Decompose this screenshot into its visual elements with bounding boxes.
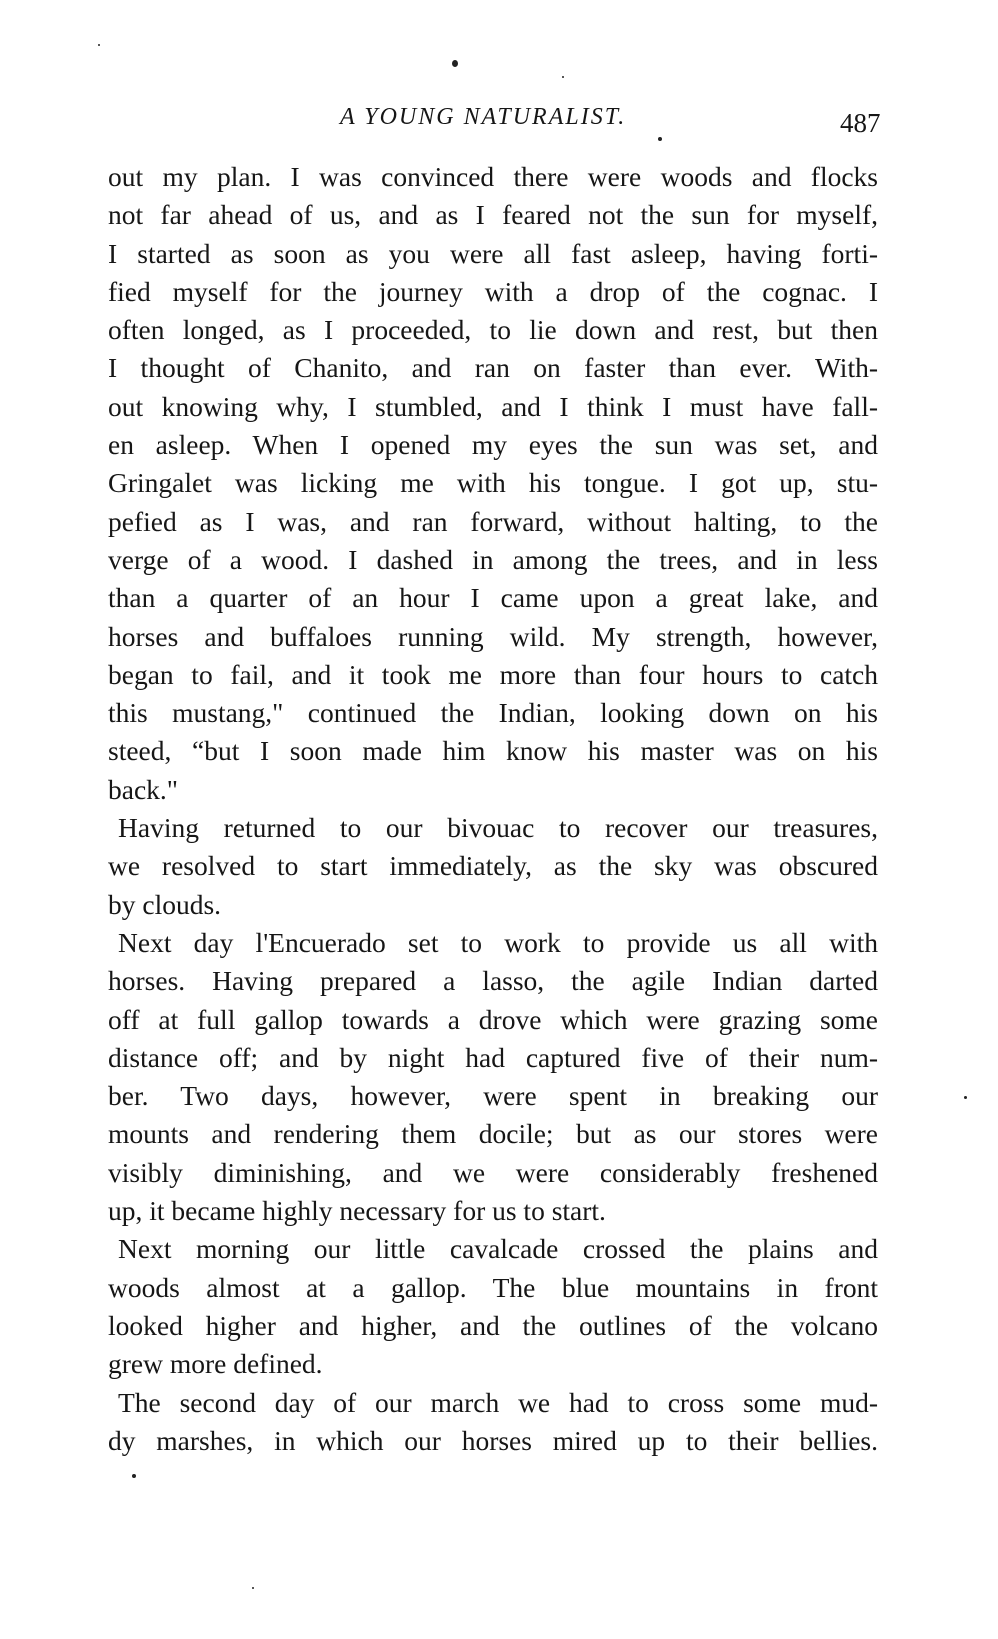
text-line: en asleep. When I opened my eyes the sun was set, and bbox=[108, 429, 878, 461]
text-line: began to fail, and it took me more than four hours to catch bbox=[108, 658, 878, 690]
text-line: this mustang," continued the Indian, looking down on his bbox=[108, 697, 878, 729]
text-line: The second day of our march we had to cross some mud- bbox=[118, 1386, 878, 1418]
text-line: steed, “but I soon made him know his master was on his bbox=[108, 735, 878, 767]
print-speck bbox=[562, 76, 564, 78]
text-line: than a quarter of an hour I came upon a great lake, and bbox=[108, 582, 878, 614]
paragraph bbox=[108, 158, 878, 809]
text-line: Next morning our little cavalcade crossed the plains and bbox=[118, 1233, 878, 1265]
print-speck bbox=[658, 137, 662, 141]
text-line: distance off; and by night had captured five of their num- bbox=[108, 1041, 878, 1073]
paragraph bbox=[108, 1384, 878, 1461]
running-title: A YOUNG NATURALIST. bbox=[340, 104, 627, 130]
text-line: out my plan. I was convinced there were woods and flocks bbox=[108, 161, 878, 192]
text-line: off at full gallop towards a drove which were grazing some bbox=[108, 1003, 878, 1035]
text-line: verge of a wood. I dashed in among the trees, and in less bbox=[108, 543, 878, 575]
print-speck bbox=[452, 60, 458, 67]
text-line: dy marshes, in which our horses mired up to their bellies. bbox=[108, 1424, 878, 1456]
print-speck bbox=[252, 1587, 254, 1589]
text-line: I thought of Chanito, and ran on faster than ever. With- bbox=[108, 352, 878, 384]
text-line: not far ahead of us, and as I feared not the sun for myself, bbox=[108, 199, 878, 231]
text-line: out knowing why, I stumbled, and I think I must have fall- bbox=[108, 390, 878, 422]
text-line: ber. Two days, however, were spent in breaking our bbox=[108, 1080, 878, 1112]
page-header bbox=[0, 104, 998, 144]
text-line: Gringalet was licking me with his tongue. I got up, stu- bbox=[108, 467, 878, 499]
print-speck bbox=[98, 44, 100, 46]
text-line: up, it became highly necessary for us to start. bbox=[108, 1195, 606, 1227]
print-speck bbox=[964, 1096, 967, 1099]
text-line: by clouds. bbox=[108, 888, 222, 920]
text-line: pefied as I was, and ran forward, without halting, to the bbox=[108, 505, 878, 537]
text-line: mounts and rendering them docile; but as our stores were bbox=[108, 1118, 878, 1150]
text-line: woods almost at a gallop. The blue mountains in front bbox=[108, 1271, 878, 1303]
text-line: horses and buffaloes running wild. My strength, however, bbox=[108, 620, 878, 652]
page-number: 487 bbox=[840, 108, 881, 138]
text-line: grew more defined. bbox=[108, 1348, 323, 1380]
body-text bbox=[108, 158, 878, 1460]
text-line: horses. Having prepared a lasso, the agile Indian darted bbox=[108, 965, 878, 997]
paragraph bbox=[108, 924, 878, 1230]
text-line: we resolved to start immediately, as the sky was obscured bbox=[108, 850, 878, 882]
text-line: visibly diminishing, and we were considerably freshened bbox=[108, 1156, 878, 1188]
text-line: looked higher and higher, and the outlines of the volcano bbox=[108, 1309, 878, 1341]
text-line: Next day l'Encuerado set to work to provide us all with bbox=[118, 926, 878, 958]
text-line: Having returned to our bivouac to recover our treasures, bbox=[118, 812, 878, 844]
text-line: often longed, as I proceeded, to lie down and rest, but then bbox=[108, 314, 878, 346]
text-line: fied myself for the journey with a drop of the cognac. I bbox=[108, 275, 878, 307]
print-speck bbox=[132, 1474, 136, 1478]
text-line: I started as soon as you were all fast asleep, having forti- bbox=[108, 237, 878, 269]
paragraph bbox=[108, 1230, 878, 1383]
text-line: back." bbox=[108, 773, 179, 805]
paragraph bbox=[108, 809, 878, 924]
